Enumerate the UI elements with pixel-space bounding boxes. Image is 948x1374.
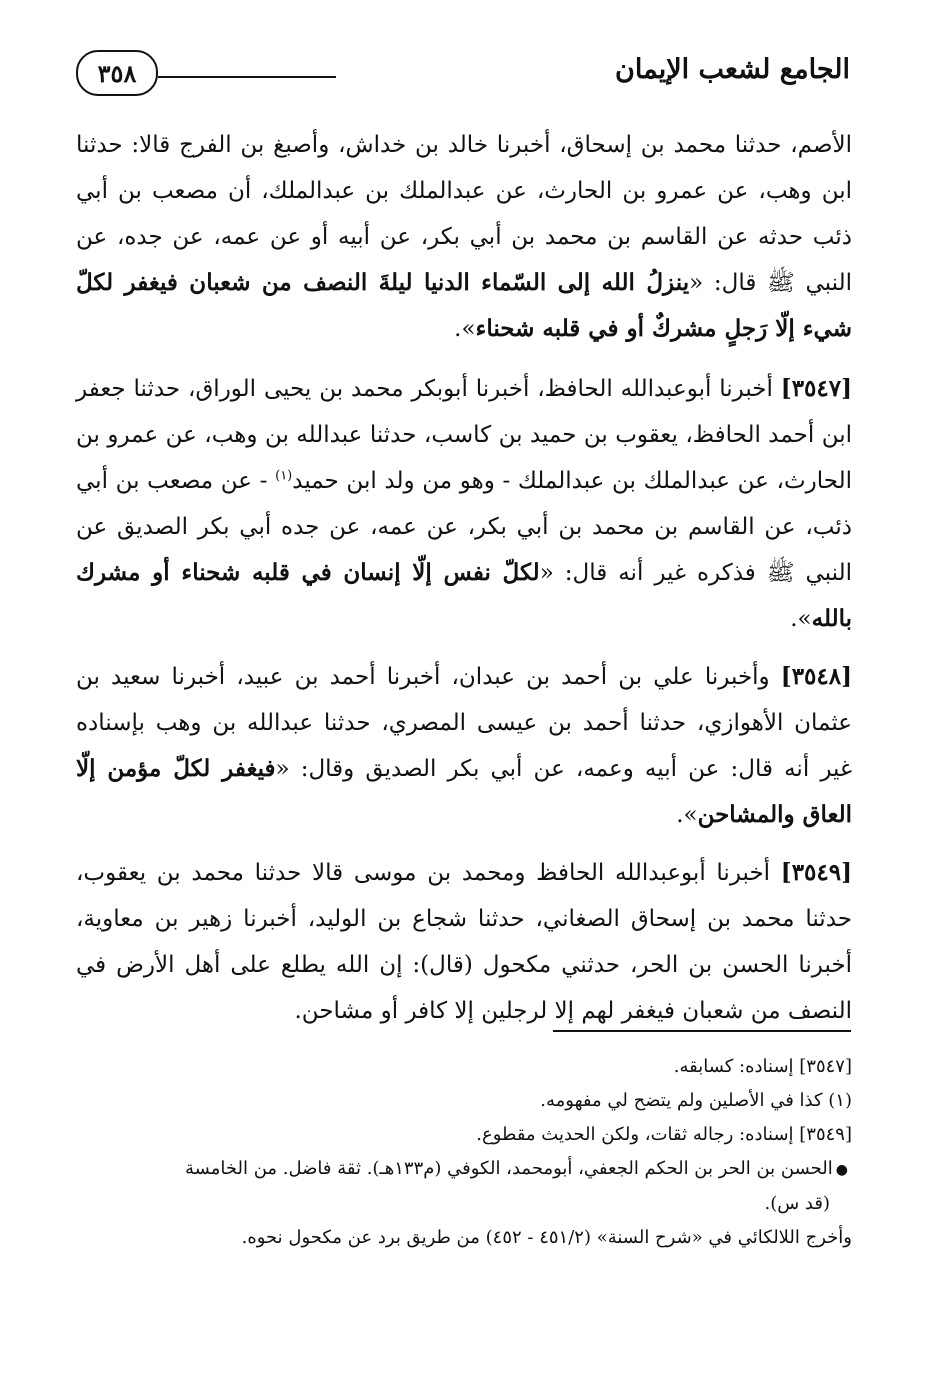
narrator-note-cont: (قد س). bbox=[764, 1193, 830, 1214]
footnote-3547: [٣٥٤٧] إسناده: كسابقه. bbox=[673, 1056, 852, 1077]
hadith-quote: ينزلُ الله إلى السّماء الدنيا ليلةَ النصف من شعبان فيغفر لكلّ شيء إلّا رَجلٍ مشركٌ أو في قلبه شحناء bbox=[76, 269, 852, 342]
paragraph-text: أخبرنا أبوعبدالله الحافظ ومحمد بن موسى قالا حدثنا محمد بن يعقوب، حدثنا محمد بن إسحاق الصغاني، حدثنا شجاع بن الوليد، أخبرنا زهير بن معاوية، أخبرنا الحسن بن الحر، حدثني مكحول (قال): إن الله يطلع على أهل الأرض في النصف من شعبان فيغفر لهم إلا لرجلين إلا كافر أو مشاحن. bbox=[76, 860, 852, 1024]
hadith-quote: لكلّ نفس إلّا إنسان في قلبه شحناء أو مشرك بالله bbox=[76, 559, 852, 632]
paragraph-text: ». bbox=[454, 316, 476, 342]
paragraph-3548 bbox=[76, 654, 852, 838]
paragraph-text: أخبرنا أبوعبدالله الحافظ، أخبرنا أبوبكر محمد بن يحيى الوراق، حدثنا جعفر ابن أحمد الحافظ، يعقوب بن حميد بن كاسب، حدثنا عبدالله بن وهب، عن عمرو بن الحارث، عن عبدالملك بن عبدالملك - وهو من ولد ابن حميد bbox=[76, 376, 852, 494]
paragraph-text: ». bbox=[676, 802, 698, 828]
footnote-rule bbox=[553, 1030, 851, 1032]
footnote-ref: (١) bbox=[275, 468, 293, 484]
footnotes bbox=[76, 1050, 852, 1255]
paragraph-3549 bbox=[76, 850, 852, 1034]
paragraph-text: الأصم، حدثنا محمد بن إسحاق، أخبرنا خالد بن خداش، وأصبغ بن الفرج قالا: حدثنا ابن وهب، عن عمرو بن الحارث، عن عبدالملك بن عبدالملك، أن مصعب بن أبي ذئب حدثه عن القاسم بن محمد بن أبي بكر، عن أبيه أو عن عمه، عن جده، عن النبي ﷺ قال: « bbox=[76, 132, 852, 296]
paragraph-text: وأخبرنا علي بن أحمد بن عبدان، أخبرنا أحمد بن عبيد، أخبرنا سعيد بن عثمان الأهوازي، حدثنا أحمد بن عيسى المصري، حدثنا عبدالله بن وهب بإسناده غير أنه قال: عن أبيه وعمه، عن أبي بكر الصديق وقال: « bbox=[76, 664, 852, 782]
paragraph-3547 bbox=[76, 366, 852, 642]
footnote-source: وأخرج اللالكائي في «شرح السنة» (٤٥١/٢ - ٤٥٢) من طريق برد عن مكحول نحوه. bbox=[241, 1227, 852, 1248]
main-text bbox=[76, 122, 852, 1046]
footnote-3549: [٣٥٤٩] إسناده: رجاله ثقات، ولكن الحديث مقطوع. bbox=[476, 1124, 852, 1145]
narrator-note-text: الحسن بن الحر بن الحكم الجعفي، أبومحمد، الكوفي (م١٣٣هـ). ثقة فاضل. من الخامسة bbox=[185, 1158, 833, 1179]
bullet-icon: ● bbox=[835, 1162, 848, 1178]
hadith-quote: فيغفر لكلّ مؤمن إلّا العاق والمشاحن bbox=[76, 755, 852, 828]
header-rule bbox=[158, 76, 336, 78]
narrator-note bbox=[76, 1152, 852, 1187]
hadith-number: [٣٥٤٨] bbox=[780, 663, 852, 690]
page-header bbox=[76, 46, 856, 106]
page-number: ٣٥٨ bbox=[76, 50, 158, 96]
paragraph-text: ». bbox=[790, 606, 812, 632]
book-title: الجامع لشعب الإيمان bbox=[615, 54, 850, 85]
paragraph-text: - عن مصعب بن أبي ذئب، عن القاسم بن محمد بن أبي بكر، عن عمه، عن جده أبي بكر الصديق عن النبي ﷺ فذكره غير أنه قال: « bbox=[76, 468, 852, 586]
hadith-number: [٣٥٤٧] bbox=[780, 375, 852, 402]
paragraph-1 bbox=[76, 122, 852, 352]
hadith-number: [٣٥٤٩] bbox=[780, 859, 852, 886]
footnote-1: (١) كذا في الأصلين ولم يتضح لي مفهومه. bbox=[540, 1090, 852, 1111]
